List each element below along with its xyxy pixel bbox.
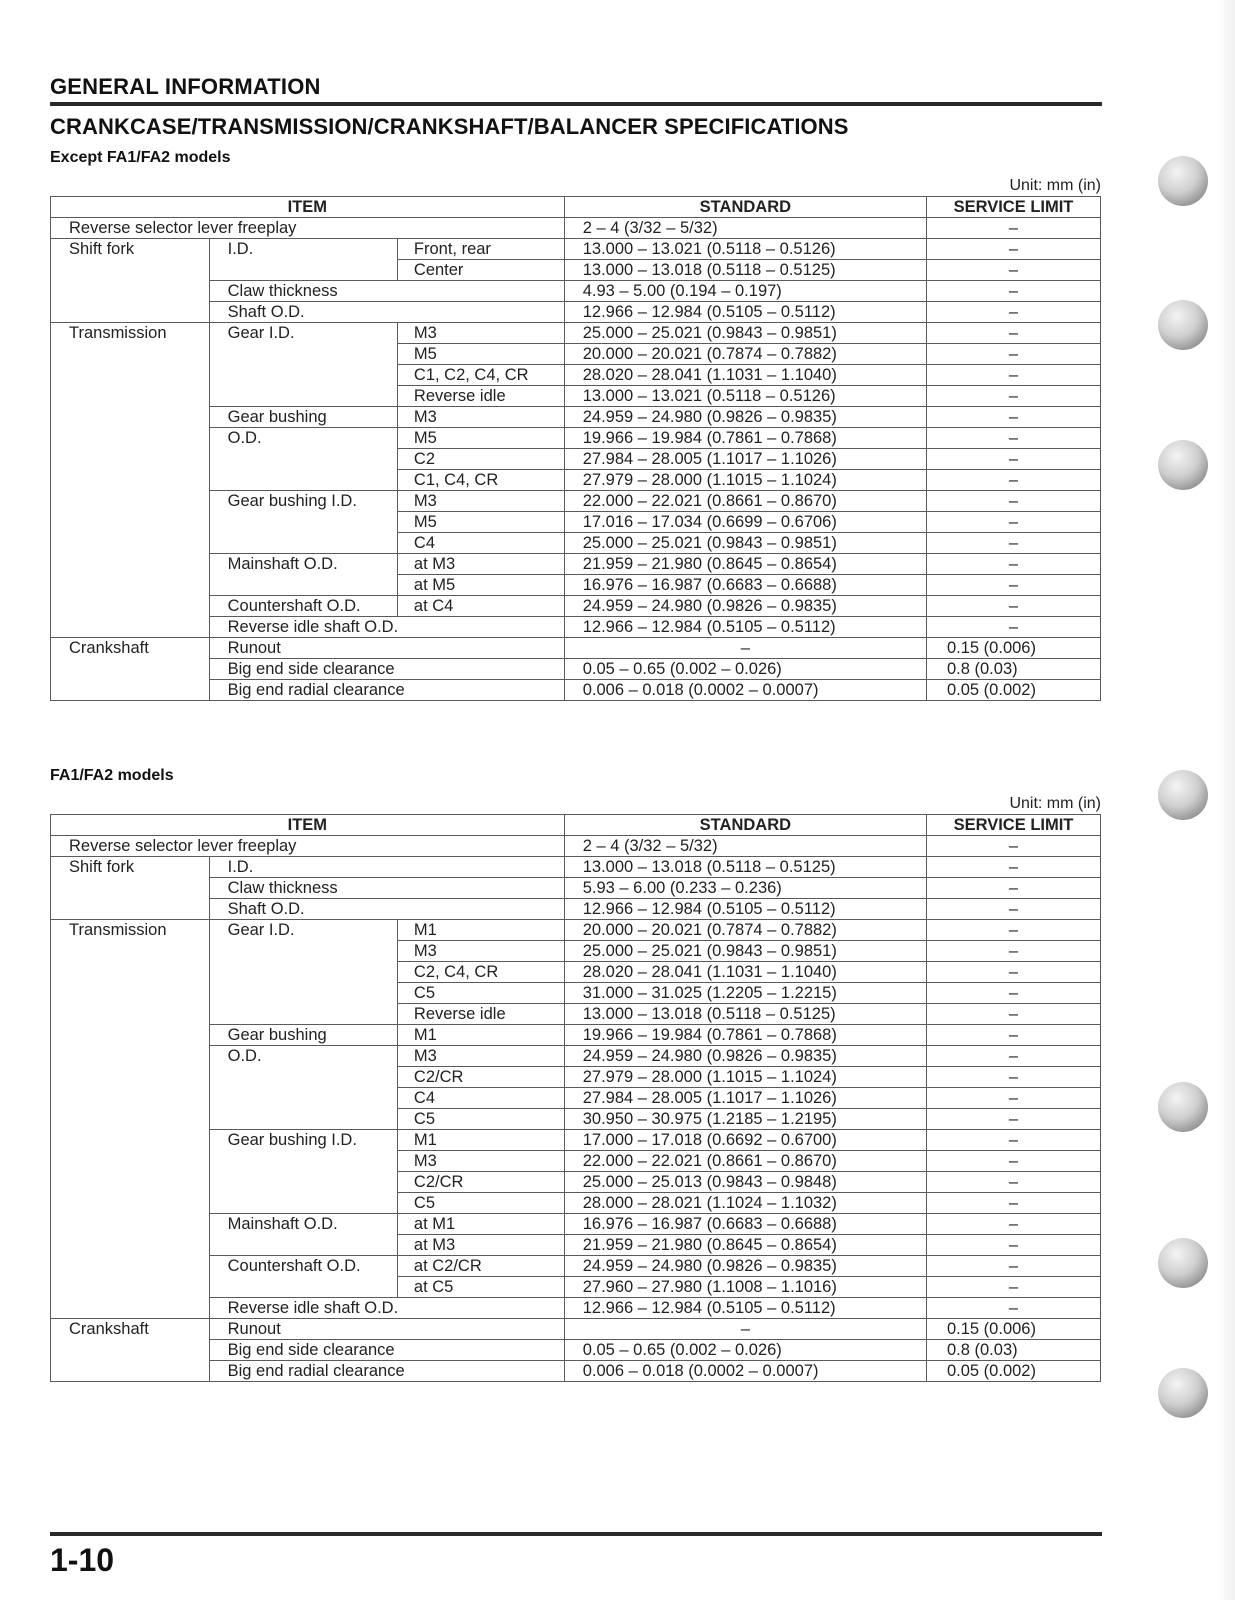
item-sub-cell: Gear bushing bbox=[209, 1025, 397, 1046]
standard-cell: 24.959 – 24.980 (0.9826 – 0.9835) bbox=[564, 1256, 926, 1277]
item-sub-cell: O.D. bbox=[209, 1046, 397, 1130]
service-limit-cell: – bbox=[926, 1298, 1100, 1319]
table1-subtitle: Except FA1/FA2 models bbox=[50, 149, 231, 166]
service-limit-cell: 0.8 (0.03) bbox=[926, 1340, 1100, 1361]
item-detail-cell: M3 bbox=[397, 1046, 564, 1067]
item-detail-cell: M3 bbox=[397, 323, 564, 344]
item-group-cell: Shift fork bbox=[51, 239, 210, 323]
service-limit-cell: – bbox=[926, 596, 1100, 617]
item-group-cell: Shift fork bbox=[51, 857, 210, 920]
service-limit-cell: – bbox=[926, 1256, 1100, 1277]
standard-cell: 19.966 – 19.984 (0.7861 – 0.7868) bbox=[564, 1025, 926, 1046]
service-limit-cell: – bbox=[926, 1046, 1100, 1067]
item-sub-cell: Gear I.D. bbox=[209, 323, 397, 407]
standard-cell: 13.000 – 13.018 (0.5118 – 0.5125) bbox=[564, 857, 926, 878]
service-limit-cell: – bbox=[926, 239, 1100, 260]
service-limit-cell: 0.15 (0.006) bbox=[926, 1319, 1100, 1340]
item-detail-cell: M5 bbox=[397, 512, 564, 533]
service-limit-cell: 0.05 (0.002) bbox=[926, 1361, 1100, 1382]
item-sub-cell: Shaft O.D. bbox=[209, 302, 564, 323]
item-sub-cell: I.D. bbox=[209, 239, 397, 281]
service-limit-cell: – bbox=[926, 983, 1100, 1004]
service-limit-cell: – bbox=[926, 1151, 1100, 1172]
item-group-cell: Transmission bbox=[51, 323, 210, 638]
standard-cell: 0.006 – 0.018 (0.0002 – 0.0007) bbox=[564, 1361, 926, 1382]
standard-cell: 0.05 – 0.65 (0.002 – 0.026) bbox=[564, 659, 926, 680]
item-detail-cell: Reverse idle bbox=[397, 1004, 564, 1025]
standard-cell: 0.006 – 0.018 (0.0002 – 0.0007) bbox=[564, 680, 926, 701]
service-limit-cell: – bbox=[926, 281, 1100, 302]
item-sub-cell: Big end side clearance bbox=[209, 659, 564, 680]
standard-cell: 24.959 – 24.980 (0.9826 – 0.9835) bbox=[564, 596, 926, 617]
service-limit-cell: – bbox=[926, 449, 1100, 470]
service-limit-cell: – bbox=[926, 836, 1100, 857]
table-row bbox=[51, 1319, 1101, 1340]
service-limit-cell: – bbox=[926, 1214, 1100, 1235]
binder-hole bbox=[1158, 1082, 1208, 1132]
item-detail-cell: C2/CR bbox=[397, 1172, 564, 1193]
item-group-cell: Crankshaft bbox=[51, 1319, 210, 1382]
table1-unit-label: Unit: mm (in) bbox=[1009, 177, 1101, 194]
table-row bbox=[51, 218, 1101, 239]
binder-hole bbox=[1158, 156, 1208, 206]
standard-cell: 12.966 – 12.984 (0.5105 – 0.5112) bbox=[564, 617, 926, 638]
item-sub-cell: Runout bbox=[209, 638, 564, 659]
binder-hole bbox=[1158, 1368, 1208, 1418]
item-sub-cell: O.D. bbox=[209, 428, 397, 491]
service-limit-cell: – bbox=[926, 1067, 1100, 1088]
item-detail-cell: M1 bbox=[397, 1025, 564, 1046]
service-limit-cell: – bbox=[926, 323, 1100, 344]
service-limit-cell: – bbox=[926, 365, 1100, 386]
item-detail-cell: M3 bbox=[397, 491, 564, 512]
standard-cell: – bbox=[564, 638, 926, 659]
standard-cell: 31.000 – 31.025 (1.2205 – 1.2215) bbox=[564, 983, 926, 1004]
item-sub-cell: Countershaft O.D. bbox=[209, 596, 397, 617]
page-title: CRANKCASE/TRANSMISSION/CRANKSHAFT/BALANCER SPECIFICATIONS bbox=[50, 114, 849, 139]
standard-cell: 21.959 – 21.980 (0.8645 – 0.8654) bbox=[564, 1235, 926, 1256]
item-detail-cell: at C5 bbox=[397, 1277, 564, 1298]
service-limit-cell: – bbox=[926, 941, 1100, 962]
standard-cell: 17.000 – 17.018 (0.6692 – 0.6700) bbox=[564, 1130, 926, 1151]
service-limit-cell: – bbox=[926, 554, 1100, 575]
item-sub-cell: Runout bbox=[209, 1319, 564, 1340]
standard-cell: 13.000 – 13.018 (0.5118 – 0.5125) bbox=[564, 1004, 926, 1025]
service-limit-cell: – bbox=[926, 218, 1100, 239]
item-detail-cell: at C2/CR bbox=[397, 1256, 564, 1277]
item-detail-cell: at M5 bbox=[397, 575, 564, 596]
item-sub-cell: Mainshaft O.D. bbox=[209, 554, 397, 596]
col-header-service-limit: SERVICE LIMIT bbox=[926, 197, 1100, 218]
item-detail-cell: at C4 bbox=[397, 596, 564, 617]
service-limit-cell: – bbox=[926, 1130, 1100, 1151]
service-limit-cell: – bbox=[926, 962, 1100, 983]
service-limit-cell: – bbox=[926, 1025, 1100, 1046]
page-number: 1-10 bbox=[50, 1542, 115, 1578]
col-header-item: ITEM bbox=[51, 815, 565, 836]
item-detail-cell: M3 bbox=[397, 1151, 564, 1172]
standard-cell: 2 – 4 (3/32 – 5/32) bbox=[564, 836, 926, 857]
standard-cell: 21.959 – 21.980 (0.8645 – 0.8654) bbox=[564, 554, 926, 575]
standard-cell: 19.966 – 19.984 (0.7861 – 0.7868) bbox=[564, 428, 926, 449]
binder-hole bbox=[1158, 770, 1208, 820]
standard-cell: 28.020 – 28.041 (1.1031 – 1.1040) bbox=[564, 365, 926, 386]
item-sub-cell: Claw thickness bbox=[209, 281, 564, 302]
service-limit-cell: – bbox=[926, 857, 1100, 878]
standard-cell: 16.976 – 16.987 (0.6683 – 0.6688) bbox=[564, 1214, 926, 1235]
table-header-row bbox=[51, 815, 1101, 836]
item-detail-cell: C2, C4, CR bbox=[397, 962, 564, 983]
item-detail-cell: C5 bbox=[397, 1193, 564, 1214]
item-detail-cell: C2/CR bbox=[397, 1067, 564, 1088]
standard-cell: 30.950 – 30.975 (1.2185 – 1.2195) bbox=[564, 1109, 926, 1130]
spec-table-fa bbox=[50, 814, 1101, 1382]
item-detail-cell: C4 bbox=[397, 1088, 564, 1109]
standard-cell: 13.000 – 13.021 (0.5118 – 0.5126) bbox=[564, 239, 926, 260]
item-detail-cell: M3 bbox=[397, 941, 564, 962]
service-limit-cell: – bbox=[926, 428, 1100, 449]
item-detail-cell: C1, C4, CR bbox=[397, 470, 564, 491]
standard-cell: 24.959 – 24.980 (0.9826 – 0.9835) bbox=[564, 1046, 926, 1067]
item-detail-cell: at M3 bbox=[397, 1235, 564, 1256]
table-header-row bbox=[51, 197, 1101, 218]
standard-cell: 2 – 4 (3/32 – 5/32) bbox=[564, 218, 926, 239]
service-limit-cell: – bbox=[926, 491, 1100, 512]
standard-cell: 22.000 – 22.021 (0.8661 – 0.8670) bbox=[564, 1151, 926, 1172]
standard-cell: 0.05 – 0.65 (0.002 – 0.026) bbox=[564, 1340, 926, 1361]
service-limit-cell: – bbox=[926, 260, 1100, 281]
item-sub-cell: Reverse idle shaft O.D. bbox=[209, 1298, 564, 1319]
item-detail-cell: at M3 bbox=[397, 554, 564, 575]
table2-unit-label: Unit: mm (in) bbox=[1009, 795, 1101, 812]
standard-cell: 28.020 – 28.041 (1.1031 – 1.1040) bbox=[564, 962, 926, 983]
item-sub-cell: Big end radial clearance bbox=[209, 680, 564, 701]
standard-cell: 20.000 – 20.021 (0.7874 – 0.7882) bbox=[564, 920, 926, 941]
item-detail-cell: M1 bbox=[397, 1130, 564, 1151]
item-group-cell: Crankshaft bbox=[51, 638, 210, 701]
item-sub-cell: Big end side clearance bbox=[209, 1340, 564, 1361]
item-detail-cell: M5 bbox=[397, 428, 564, 449]
table-row bbox=[51, 920, 1101, 941]
table-row bbox=[51, 323, 1101, 344]
table2-subtitle: FA1/FA2 models bbox=[50, 767, 174, 784]
standard-cell: 28.000 – 28.021 (1.1024 – 1.1032) bbox=[564, 1193, 926, 1214]
item-sub-cell: Gear bushing I.D. bbox=[209, 491, 397, 554]
service-limit-cell: – bbox=[926, 1004, 1100, 1025]
section-title: GENERAL INFORMATION bbox=[50, 74, 1102, 106]
item-detail-cell: M5 bbox=[397, 344, 564, 365]
service-limit-cell: – bbox=[926, 1088, 1100, 1109]
item-detail-cell: C2 bbox=[397, 449, 564, 470]
standard-cell: 12.966 – 12.984 (0.5105 – 0.5112) bbox=[564, 302, 926, 323]
item-group-cell: Reverse selector lever freeplay bbox=[51, 218, 565, 239]
service-limit-cell: 0.15 (0.006) bbox=[926, 638, 1100, 659]
standard-cell: – bbox=[564, 1319, 926, 1340]
standard-cell: 22.000 – 22.021 (0.8661 – 0.8670) bbox=[564, 491, 926, 512]
binder-hole bbox=[1158, 1238, 1208, 1288]
col-header-standard: STANDARD bbox=[564, 197, 926, 218]
table-row bbox=[51, 239, 1101, 260]
service-limit-cell: – bbox=[926, 512, 1100, 533]
standard-cell: 5.93 – 6.00 (0.233 – 0.236) bbox=[564, 878, 926, 899]
standard-cell: 27.984 – 28.005 (1.1017 – 1.1026) bbox=[564, 1088, 926, 1109]
item-sub-cell: I.D. bbox=[209, 857, 564, 878]
table-row bbox=[51, 836, 1101, 857]
service-limit-cell: – bbox=[926, 533, 1100, 554]
standard-cell: 4.93 – 5.00 (0.194 – 0.197) bbox=[564, 281, 926, 302]
service-limit-cell: – bbox=[926, 1235, 1100, 1256]
standard-cell: 13.000 – 13.018 (0.5118 – 0.5125) bbox=[564, 260, 926, 281]
standard-cell: 12.966 – 12.984 (0.5105 – 0.5112) bbox=[564, 1298, 926, 1319]
item-sub-cell: Reverse idle shaft O.D. bbox=[209, 617, 564, 638]
service-limit-cell: – bbox=[926, 407, 1100, 428]
item-sub-cell: Countershaft O.D. bbox=[209, 1256, 397, 1298]
service-limit-cell: – bbox=[926, 617, 1100, 638]
item-detail-cell: Center bbox=[397, 260, 564, 281]
item-detail-cell: C5 bbox=[397, 983, 564, 1004]
item-detail-cell: M3 bbox=[397, 407, 564, 428]
item-sub-cell: Gear bushing bbox=[209, 407, 397, 428]
item-group-cell: Transmission bbox=[51, 920, 210, 1319]
service-limit-cell: – bbox=[926, 1193, 1100, 1214]
item-detail-cell: C1, C2, C4, CR bbox=[397, 365, 564, 386]
standard-cell: 25.000 – 25.013 (0.9843 – 0.9848) bbox=[564, 1172, 926, 1193]
table-row bbox=[51, 638, 1101, 659]
service-limit-cell: 0.05 (0.002) bbox=[926, 680, 1100, 701]
item-detail-cell: Reverse idle bbox=[397, 386, 564, 407]
item-detail-cell: C5 bbox=[397, 1109, 564, 1130]
col-header-standard: STANDARD bbox=[564, 815, 926, 836]
item-sub-cell: Claw thickness bbox=[209, 878, 564, 899]
spec-table-except-fa bbox=[50, 196, 1101, 701]
standard-cell: 20.000 – 20.021 (0.7874 – 0.7882) bbox=[564, 344, 926, 365]
page-edge-shadow bbox=[1217, 0, 1235, 1600]
item-sub-cell: Gear bushing I.D. bbox=[209, 1130, 397, 1214]
service-limit-cell: – bbox=[926, 878, 1100, 899]
binder-hole bbox=[1158, 440, 1208, 490]
service-limit-cell: 0.8 (0.03) bbox=[926, 659, 1100, 680]
service-limit-cell: – bbox=[926, 1277, 1100, 1298]
standard-cell: 16.976 – 16.987 (0.6683 – 0.6688) bbox=[564, 575, 926, 596]
standard-cell: 27.984 – 28.005 (1.1017 – 1.1026) bbox=[564, 449, 926, 470]
item-detail-cell: Front, rear bbox=[397, 239, 564, 260]
standard-cell: 25.000 – 25.021 (0.9843 – 0.9851) bbox=[564, 941, 926, 962]
standard-cell: 27.979 – 28.000 (1.1015 – 1.1024) bbox=[564, 1067, 926, 1088]
item-detail-cell: C4 bbox=[397, 533, 564, 554]
item-sub-cell: Gear I.D. bbox=[209, 920, 397, 1025]
service-limit-cell: – bbox=[926, 302, 1100, 323]
item-detail-cell: at M1 bbox=[397, 1214, 564, 1235]
service-limit-cell: – bbox=[926, 1109, 1100, 1130]
col-header-service-limit: SERVICE LIMIT bbox=[926, 815, 1100, 836]
service-limit-cell: – bbox=[926, 899, 1100, 920]
standard-cell: 25.000 – 25.021 (0.9843 – 0.9851) bbox=[564, 533, 926, 554]
item-detail-cell: M1 bbox=[397, 920, 564, 941]
footer-rule bbox=[50, 1532, 1102, 1536]
standard-cell: 25.000 – 25.021 (0.9843 – 0.9851) bbox=[564, 323, 926, 344]
item-group-cell: Reverse selector lever freeplay bbox=[51, 836, 565, 857]
item-sub-cell: Shaft O.D. bbox=[209, 899, 564, 920]
service-limit-cell: – bbox=[926, 386, 1100, 407]
standard-cell: 13.000 – 13.021 (0.5118 – 0.5126) bbox=[564, 386, 926, 407]
service-limit-cell: – bbox=[926, 470, 1100, 491]
col-header-item: ITEM bbox=[51, 197, 565, 218]
service-limit-cell: – bbox=[926, 920, 1100, 941]
item-sub-cell: Mainshaft O.D. bbox=[209, 1214, 397, 1256]
service-limit-cell: – bbox=[926, 344, 1100, 365]
service-limit-cell: – bbox=[926, 575, 1100, 596]
standard-cell: 12.966 – 12.984 (0.5105 – 0.5112) bbox=[564, 899, 926, 920]
standard-cell: 24.959 – 24.980 (0.9826 – 0.9835) bbox=[564, 407, 926, 428]
standard-cell: 27.979 – 28.000 (1.1015 – 1.1024) bbox=[564, 470, 926, 491]
service-limit-cell: – bbox=[926, 1172, 1100, 1193]
binder-hole bbox=[1158, 300, 1208, 350]
standard-cell: 17.016 – 17.034 (0.6699 – 0.6706) bbox=[564, 512, 926, 533]
standard-cell: 27.960 – 27.980 (1.1008 – 1.1016) bbox=[564, 1277, 926, 1298]
table-row bbox=[51, 857, 1101, 878]
item-sub-cell: Big end radial clearance bbox=[209, 1361, 564, 1382]
